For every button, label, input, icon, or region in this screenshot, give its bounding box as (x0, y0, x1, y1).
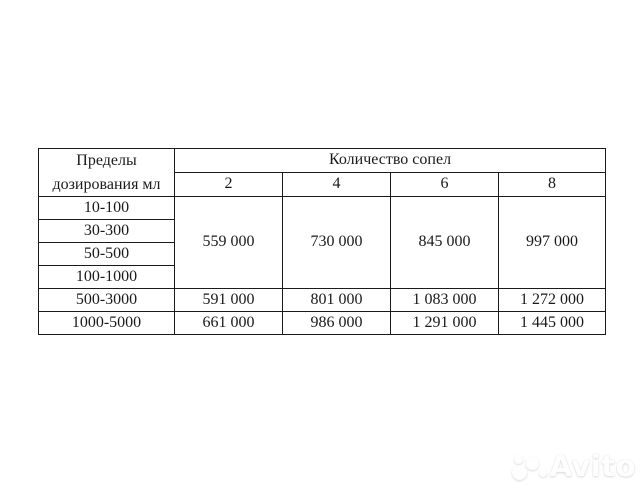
table-row (39, 312, 606, 335)
header-row-1 (39, 149, 606, 173)
row-header-cell: Пределы дозирования мл (39, 149, 175, 197)
group-header-cell: Количество сопел (175, 149, 606, 173)
price-cell: 591 000 (175, 289, 283, 312)
column-header-2: 2 (175, 173, 283, 197)
price-cell: 801 000 (283, 289, 391, 312)
column-header-4: 4 (283, 173, 391, 197)
table-row (39, 289, 606, 312)
price-cell: 1 272 000 (499, 289, 606, 312)
avito-watermark-label: Avito (549, 449, 636, 483)
range-label-cell: 1000-5000 (39, 312, 175, 335)
range-label-cell: 100-1000 (39, 266, 175, 289)
column-header-8: 8 (499, 173, 606, 197)
range-label-cell: 30-300 (39, 220, 175, 243)
price-cell-merged: 845 000 (391, 197, 499, 289)
avito-logo-icon (512, 452, 546, 481)
price-cell-merged: 730 000 (283, 197, 391, 289)
price-cell: 1 445 000 (499, 312, 606, 335)
range-label-cell: 500-3000 (39, 289, 175, 312)
price-cell: 1 083 000 (391, 289, 499, 312)
price-cell: 661 000 (175, 312, 283, 335)
price-table (38, 148, 606, 335)
table-row (39, 197, 606, 220)
avito-watermark (512, 449, 636, 483)
price-cell-merged: 997 000 (499, 197, 606, 289)
price-cell-merged: 559 000 (175, 197, 283, 289)
range-label-cell: 10-100 (39, 197, 175, 220)
range-label-cell: 50-500 (39, 243, 175, 266)
column-header-6: 6 (391, 173, 499, 197)
price-cell: 986 000 (283, 312, 391, 335)
price-cell: 1 291 000 (391, 312, 499, 335)
